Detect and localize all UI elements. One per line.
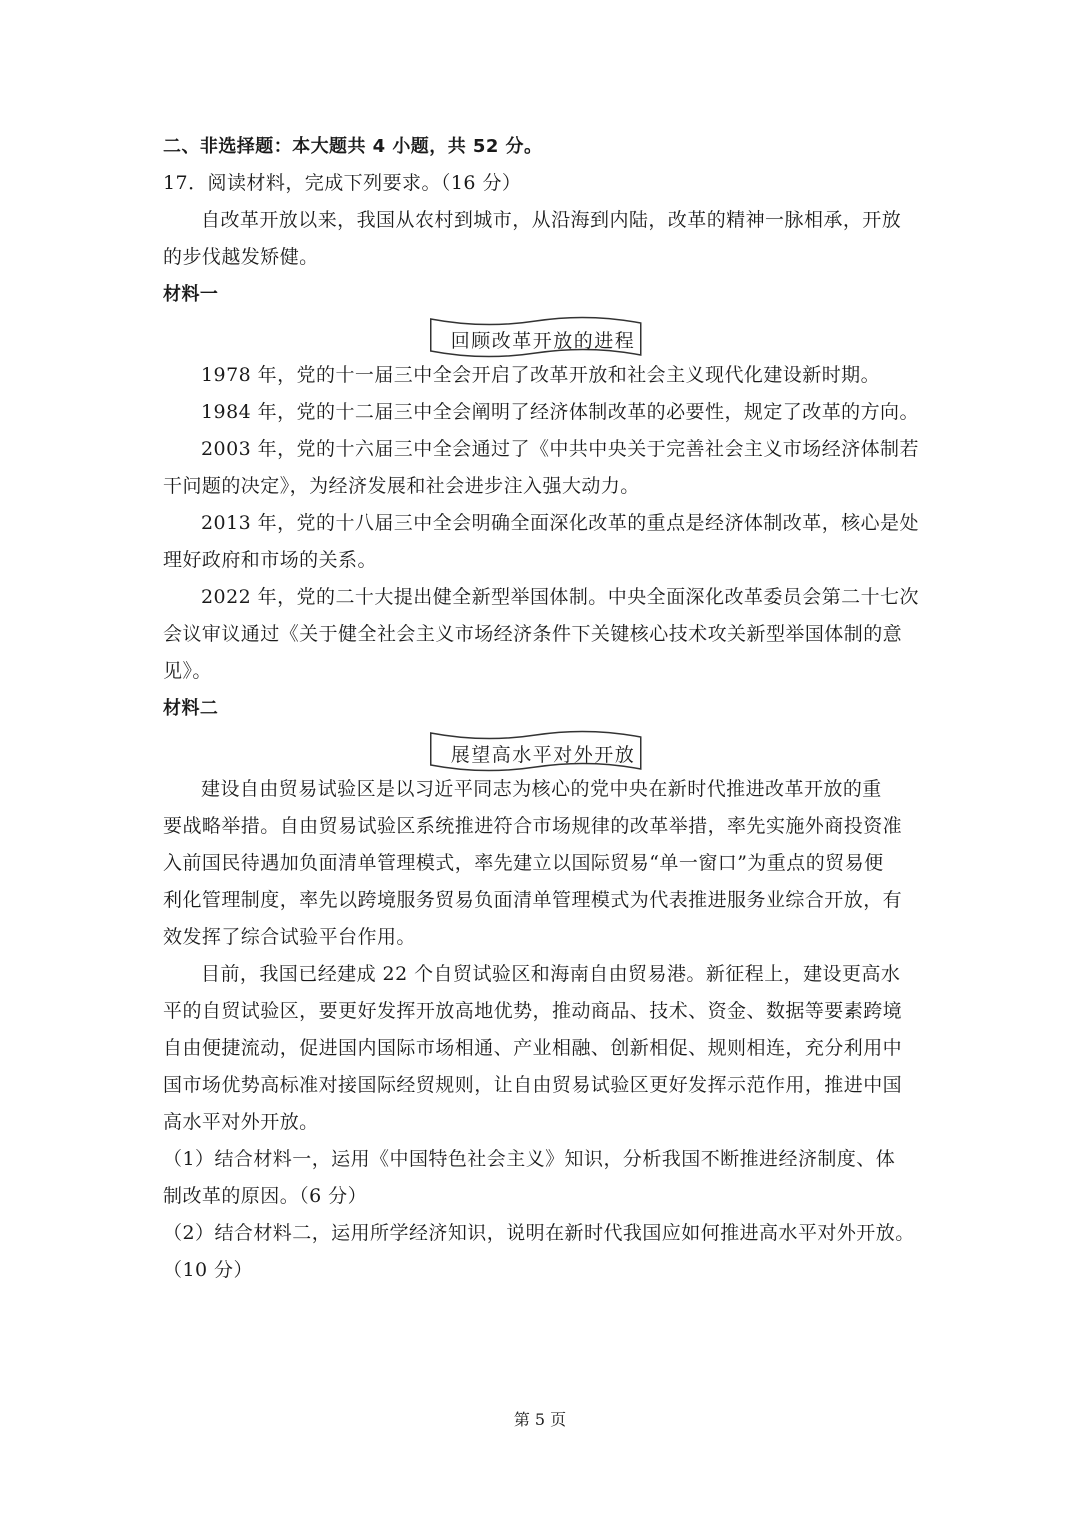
material2-body [163, 771, 923, 1141]
paragraph-1984 [163, 394, 923, 431]
text-line: 干问题的决定》，为经济发展和社会进步注入强大动力。 [163, 475, 640, 497]
intro-paragraph [163, 202, 923, 276]
exam-page [163, 128, 923, 1289]
material2-banner [163, 729, 923, 775]
text-line: 自由便捷流动，促进国内国际市场相通、产业相融、创新相促、规则相连，充分利用中 [163, 1037, 903, 1059]
paragraph-2003 [163, 431, 923, 505]
material1-body [163, 357, 923, 690]
paragraph-2013 [163, 505, 923, 579]
text-line: 会议审议通过《关于健全社会主义市场经济条件下关键核心技术攻关新型举国体制的意 [163, 623, 903, 645]
question-title: 17．阅读材料，完成下列要求。（16 分） [163, 172, 522, 194]
text-line: （2）结合材料二，运用所学经济知识，说明在新时代我国应如何推进高水平对外开放。 [163, 1222, 915, 1244]
material2-label: 材料二 [163, 698, 219, 719]
material1-label: 材料一 [163, 284, 219, 305]
section-heading: 二、非选择题：本大题共 4 小题，共 52 分。 [163, 136, 543, 157]
text-line: （10 分） [163, 1259, 253, 1281]
paragraph-current [163, 956, 923, 1141]
text-line: 1984 年，党的十二届三中全会阐明了经济体制改革的必要性，规定了改革的方向。 [201, 401, 919, 423]
text-line: 见》。 [163, 660, 212, 682]
text-line: （1）结合材料一，运用《中国特色社会主义》知识，分析我国不断推进经济制度、体 [163, 1148, 896, 1170]
text-line: 效发挥了综合试验平台作用。 [163, 926, 416, 948]
text-line: 高水平对外开放。 [163, 1111, 319, 1133]
paragraph-2022 [163, 579, 923, 690]
subquestion-2 [163, 1215, 923, 1289]
page-number: 第 5 页 [513, 1410, 567, 1429]
text-line: 目前，我国已经建成 22 个自贸试验区和海南自由贸易港。新征程上，建设更高水 [201, 963, 901, 985]
text-line: 的步伐越发矫健。 [163, 246, 319, 268]
text-line: 自改革开放以来，我国从农村到城市，从沿海到内陆，改革的精神一脉相承，开放 [201, 209, 902, 231]
paragraph-ftz [163, 771, 923, 956]
text-line: 2013 年，党的十八届三中全会明确全面深化改革的重点是经济体制改革，核心是处 [201, 512, 919, 534]
text-line: 制改革的原因。（6 分） [163, 1185, 368, 1207]
text-line: 建设自由贸易试验区是以习近平同志为核心的党中央在新时代推进改革开放的重 [201, 778, 882, 800]
material1-banner [163, 315, 923, 361]
text-line: 利化管理制度，率先以跨境服务贸易负面清单管理模式为代表推进服务业综合开放，有 [163, 889, 903, 911]
text-line: 1978 年，党的十一届三中全会开启了改革开放和社会主义现代化建设新时期。 [201, 364, 881, 386]
text-line: 理好政府和市场的关系。 [163, 549, 377, 571]
text-line: 入前国民待遇加负面清单管理模式，率先建立以国际贸易“单一窗口”为重点的贸易便 [163, 852, 884, 874]
text-line: 2022 年，党的二十大提出健全新型举国体制。中央全面深化改革委员会第二十七次 [201, 586, 919, 608]
scroll-banner [429, 729, 658, 773]
banner-title: 展望高水平对外开放 [450, 744, 636, 766]
text-line: 国市场优势高标准对接国际经贸规则，让自由贸易试验区更好发挥示范作用，推进中国 [163, 1074, 903, 1096]
text-line: 2003 年，党的十六届三中全会通过了《中共中央关于完善社会主义市场经济体制若 [201, 438, 919, 460]
text-line: 平的自贸试验区，要更好发挥开放高地优势，推动商品、技术、资金、数据等要素跨境 [163, 1000, 903, 1022]
banner-title: 回顾改革开放的进程 [450, 330, 636, 352]
scroll-banner [429, 315, 658, 359]
text-line: 要战略举措。自由贸易试验区系统推进符合市场规律的改革举措，率先实施外商投资准 [163, 815, 903, 837]
subquestion-1 [163, 1141, 923, 1215]
